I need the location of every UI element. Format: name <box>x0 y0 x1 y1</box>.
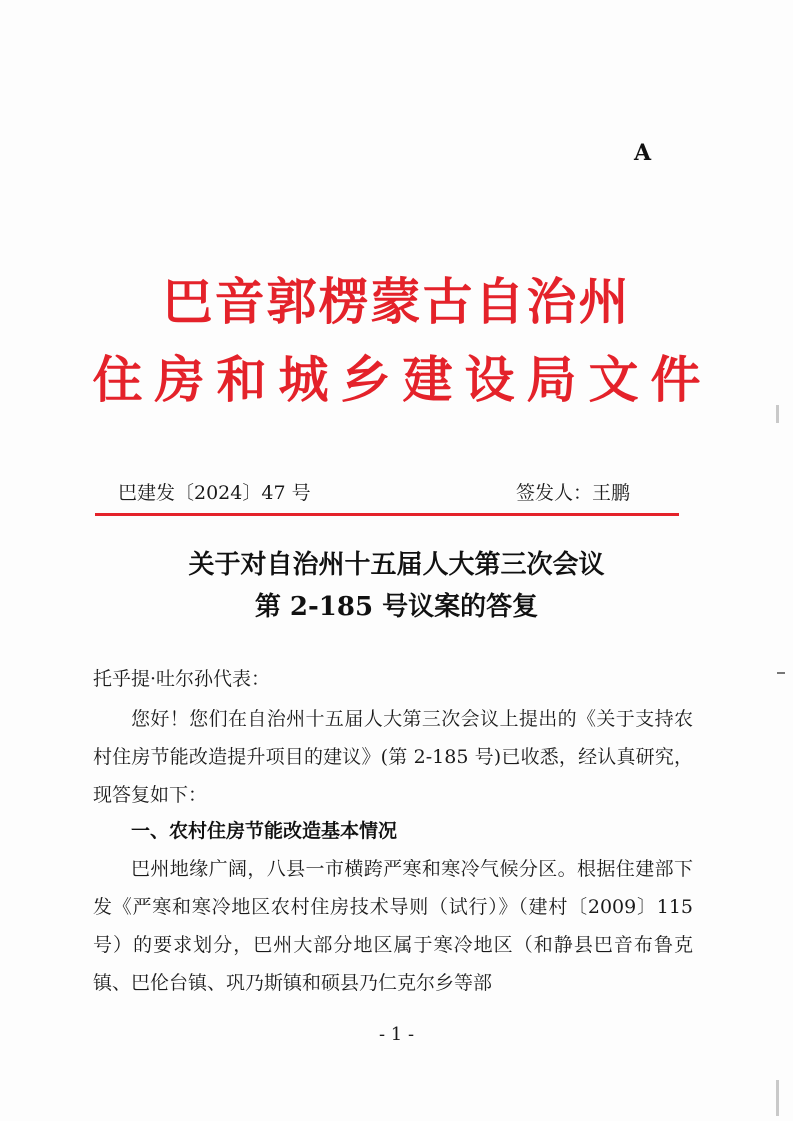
document-number: 巴建发〔2024〕47 号 <box>118 482 311 504</box>
document-title-line2: 第 2-185 号议案的答复 <box>254 592 539 622</box>
signer <box>516 478 630 505</box>
classification-mark: A <box>634 140 652 166</box>
scan-edge-mark <box>776 405 779 423</box>
signer-name: 王鹏 <box>592 482 631 504</box>
paragraph-intro: 您好！您们在自治州十五届人大第三次会议上提出的《关于支持农村住房节能改造提升项目的建议》(第 2-185 号)已收悉，经认真研究，现答复如下： <box>93 708 693 806</box>
issuer-title-line2: 住房和城乡建设局文件 <box>92 350 713 409</box>
red-divider-line <box>95 513 679 516</box>
issuer-title-line1: 巴音郭楞蒙古自治州 <box>162 272 631 331</box>
paragraph-background: 巴州地缘广阔，八县一市横跨严寒和寒冷气候分区。根据住建部下发《严寒和寒冷地区农村住房技术导则（试行）》（建村〔2009〕115 号）的要求划分，巴州大部分地区属于寒冷地区（和静县巴音布鲁克镇、巴伦台镇、巩乃斯镇和硕县乃仁克尔乡等部 <box>93 858 693 994</box>
section-heading-1: 一、农村住房节能改造基本情况 <box>131 820 398 842</box>
scan-edge-mark <box>777 672 785 674</box>
page-number: - 1 - <box>378 1024 415 1045</box>
signer-label: 签发人： <box>516 482 593 504</box>
document-title-line1: 关于对自治州十五届人大第三次会议 <box>188 550 605 580</box>
salutation: 托乎提·吐尔孙代表： <box>93 668 271 690</box>
scan-edge-mark <box>776 1080 779 1116</box>
